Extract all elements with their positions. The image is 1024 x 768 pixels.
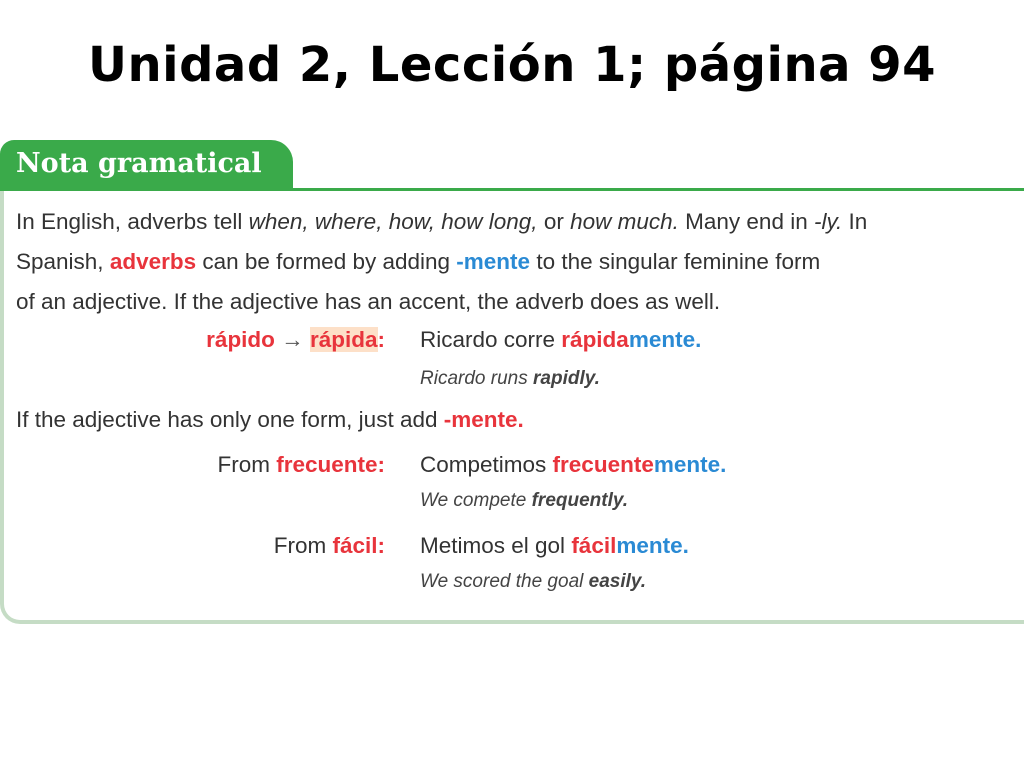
intro-text: to the singular feminine form [530, 249, 821, 274]
intro-question-words: how much. [570, 209, 679, 234]
example-adjective: rápido [206, 327, 275, 352]
example-feminine-adjective: rápida [309, 327, 378, 352]
example-colon: : [377, 452, 385, 477]
example-from-label: From [273, 533, 333, 558]
example-from-label: From [217, 452, 277, 477]
example-stem: rápida [561, 327, 629, 352]
example-sentence [420, 452, 726, 478]
intro-ly-suffix: -ly. [813, 209, 843, 234]
example-stem: frecuente [552, 452, 654, 477]
intro-text: Spanish, [16, 249, 110, 274]
example-adjective: frecuente [276, 452, 378, 477]
example-translation [420, 490, 628, 512]
card-tab [0, 140, 293, 191]
example-suffix: mente. [628, 327, 702, 352]
example-sentence-text: Metimos el gol [420, 533, 572, 558]
translation-adverb: rapidly. [533, 368, 600, 389]
example-row [5, 327, 385, 353]
intro-paragraph [16, 208, 867, 328]
example-stem: fácil [571, 533, 617, 558]
intro-text: In English, adverbs tell [16, 209, 249, 234]
translation-text: We compete [420, 490, 532, 511]
intro-mente-suffix: -mente [456, 249, 531, 274]
intro-text: can be formed by adding [196, 249, 457, 274]
slide-title: Unidad 2, Lección 1; página 94 [87, 37, 937, 93]
translation-adverb: easily. [588, 571, 647, 592]
example-sentence [420, 327, 701, 353]
rule-mente-suffix: -mente. [443, 407, 524, 432]
translation-adverb: frequently. [531, 490, 629, 511]
grammar-note-card [0, 140, 1024, 628]
example-sentence-text: Ricardo corre [420, 327, 562, 352]
intro-line-3: of an adjective. If the adjective has an accent, the adverb does as well. [16, 289, 721, 314]
intro-line-1 [16, 208, 867, 248]
example-sentence-text: Competimos [420, 452, 553, 477]
example-adjective: fácil [332, 533, 378, 558]
example-row [5, 533, 385, 559]
example-colon: : [377, 327, 385, 352]
intro-adverbs-term: adverbs [109, 249, 197, 274]
arrow-icon: → [281, 327, 304, 352]
example-suffix: mente. [616, 533, 689, 558]
intro-text: or [537, 209, 571, 234]
rule-one-form [16, 406, 524, 434]
example-translation [420, 571, 646, 593]
intro-text: In [842, 209, 868, 234]
rule-text: If the adjective has only one form, just add [16, 407, 444, 432]
example-suffix: mente. [653, 452, 727, 477]
translation-text: Ricardo runs [420, 368, 533, 389]
card-tab-label: Nota gramatical [16, 148, 262, 179]
intro-text: Many end in [678, 209, 814, 234]
example-colon: : [377, 533, 385, 558]
example-translation [420, 368, 600, 390]
translation-text: We scored the goal [420, 571, 589, 592]
intro-line-2 [16, 248, 867, 288]
intro-question-words: when, where, how, how long, [248, 209, 538, 234]
example-sentence [420, 533, 689, 559]
example-row [5, 452, 385, 478]
